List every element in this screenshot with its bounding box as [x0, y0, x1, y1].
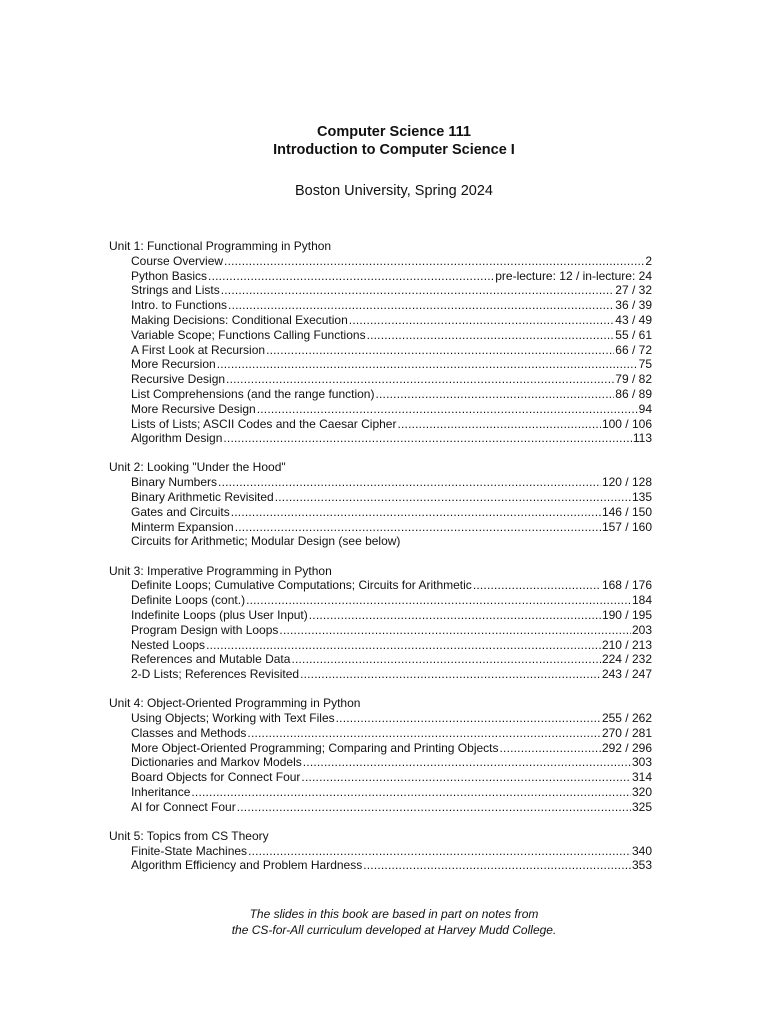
toc-entry	[131, 755, 652, 770]
toc-entry-pages: 120 / 128	[601, 475, 652, 490]
toc-entry	[131, 357, 652, 372]
dot-leader	[246, 593, 631, 608]
toc-entry	[131, 254, 652, 269]
dot-leader	[218, 475, 601, 490]
toc-entry	[131, 520, 652, 535]
toc-entry-label: Variable Scope; Functions Calling Functions	[131, 327, 366, 342]
toc-entry-label: Classes and Methods	[131, 725, 247, 740]
toc-entry	[131, 800, 652, 815]
toc-entry-pages: 303	[631, 755, 652, 770]
unit-heading: Unit 2: Looking "Under the Hood"	[109, 460, 286, 475]
toc-entry-pages: 353	[631, 858, 652, 873]
toc-entry	[131, 402, 652, 417]
toc-entry	[131, 785, 652, 800]
toc-entry	[131, 505, 652, 520]
toc-entry-label: More Recursive Design	[131, 401, 256, 416]
dot-leader	[247, 726, 601, 741]
toc-entry	[131, 387, 652, 402]
toc-entry-label: 2-D Lists; References Revisited	[131, 667, 300, 682]
toc-entry-pages: 325	[631, 799, 652, 814]
toc-entry-pages: 190 / 195	[601, 607, 652, 622]
toc-entry-pages: 94	[638, 401, 652, 416]
dot-leader	[301, 770, 631, 785]
toc-entry-label: More Object-Oriented Programming; Comparing and Printing Objects	[131, 740, 499, 755]
dot-leader	[397, 417, 600, 432]
toc-entry-label: Nested Loops	[131, 637, 206, 652]
toc-entry-label: Strings and Lists	[131, 283, 220, 298]
toc-entry-pages: 27 / 32	[615, 283, 652, 298]
toc-entry-label: Circuits for Arithmetic; Modular Design (see below)	[131, 534, 401, 549]
toc-entry-pages: 79 / 82	[615, 372, 652, 387]
toc-entry-label: Lists of Lists; ASCII Codes and the Caesar Cipher	[131, 416, 397, 431]
dot-leader	[208, 269, 494, 284]
unit-heading: Unit 5: Topics from CS Theory	[109, 828, 269, 843]
toc-entry-label: Algorithm Efficiency and Problem Hardness	[131, 858, 363, 873]
toc-entry-label: Definite Loops (cont.)	[131, 593, 246, 608]
toc-entry-pages: 184	[631, 593, 652, 608]
dot-leader	[191, 785, 631, 800]
toc-unit	[109, 564, 652, 682]
dot-leader	[500, 741, 601, 756]
toc-entry	[131, 490, 652, 505]
toc-entry-label: Intro. to Functions	[131, 298, 228, 313]
dot-leader	[367, 328, 615, 343]
dot-leader	[228, 298, 614, 313]
toc-entry-label: Minterm Expansion	[131, 519, 234, 534]
unit-heading: Unit 4: Object-Oriented Programming in Python	[109, 696, 361, 711]
toc-entry-label: Definite Loops; Cumulative Computations; Circuits for Arithmetic	[131, 578, 472, 593]
toc-entry-label: Algorithm Design	[131, 431, 223, 446]
toc-entry	[131, 593, 652, 608]
toc-entry	[131, 328, 652, 343]
toc-unit	[109, 239, 652, 446]
toc-entry-pages: 255 / 262	[601, 711, 652, 725]
toc-entry	[131, 269, 652, 284]
course-number: Computer Science 111	[317, 124, 471, 140]
dot-leader	[235, 520, 601, 535]
toc-entry	[131, 667, 652, 682]
toc-entry-pages: 2	[645, 253, 652, 268]
dot-leader	[303, 755, 631, 770]
toc-entry-label: Recursive Design	[131, 372, 226, 387]
toc-entry	[131, 372, 652, 387]
toc-entry-pages: 340	[631, 843, 652, 858]
toc-entry-pages: 43 / 49	[615, 312, 652, 327]
toc-entry-label: Program Design with Loops	[131, 622, 279, 637]
toc-entry-label: Finite-State Machines	[131, 843, 248, 858]
unit-heading: Unit 1: Functional Programming in Python	[109, 239, 332, 253]
dot-leader	[473, 578, 601, 593]
toc-entry-pages: 314	[631, 770, 652, 785]
toc-entry-pages: 270 / 281	[601, 725, 652, 740]
toc-entry-pages: 203	[631, 622, 652, 637]
footnote	[0, 906, 768, 938]
toc-entry-pages: 320	[631, 784, 652, 799]
toc-entry	[131, 578, 652, 593]
toc-unit	[109, 696, 652, 814]
toc-entry-label: Inheritance	[131, 784, 191, 799]
toc-entry-label: Course Overview	[131, 253, 224, 268]
toc-unit	[109, 460, 652, 549]
dot-leader	[291, 652, 601, 667]
toc-entry-pages: 243 / 247	[601, 667, 652, 682]
toc-entry-label: A First Look at Recursion	[131, 342, 266, 357]
dot-leader	[223, 431, 631, 446]
toc-entry	[131, 417, 652, 432]
toc-entry-label: AI for Connect Four	[131, 799, 236, 814]
toc-entry-pages: 66 / 72	[615, 342, 652, 357]
toc-entry-pages: pre-lecture: 12 / in-lecture: 24	[495, 268, 652, 283]
toc-entry-label: Board Objects for Connect Four	[131, 770, 301, 785]
toc-entry-pages: 292 / 296	[601, 740, 652, 755]
toc-unit	[109, 829, 652, 873]
toc-entry-pages: 55 / 61	[615, 327, 652, 342]
toc-entry-label: Dictionaries and Markov Models	[131, 755, 302, 770]
toc-entry	[131, 741, 652, 756]
dot-leader	[217, 357, 638, 372]
dot-leader	[221, 283, 615, 298]
dot-leader	[224, 254, 644, 269]
unit-heading: Unit 3: Imperative Programming in Python	[109, 563, 332, 578]
toc-entry	[131, 431, 652, 446]
toc-entry-label: Python Basics	[131, 268, 208, 283]
toc-entry-pages: 157 / 160	[601, 519, 652, 534]
dot-leader	[257, 402, 638, 417]
toc-entry	[131, 283, 652, 298]
toc-entry	[131, 638, 652, 653]
toc-entry-label: Making Decisions: Conditional Execution	[131, 312, 348, 327]
toc-entry	[131, 652, 652, 667]
footnote-line-2: the CS-for-All curriculum developed at Harvey Mudd College.	[231, 923, 557, 937]
toc-entry	[131, 343, 652, 358]
toc-entry	[131, 475, 652, 490]
toc-entry-pages: 210 / 213	[601, 637, 652, 652]
toc-entry-pages: 168 / 176	[601, 578, 652, 593]
toc-entry-pages: 100 / 106	[601, 416, 652, 431]
dot-leader	[275, 490, 631, 505]
toc-entry-pages: 146 / 150	[601, 504, 652, 519]
dot-leader	[349, 313, 615, 328]
toc-entry-label: Binary Numbers	[131, 475, 218, 490]
dot-leader	[266, 343, 614, 358]
course-title: Introduction to Computer Science I	[273, 142, 515, 158]
toc-entry	[131, 534, 652, 549]
dot-leader	[206, 638, 601, 653]
toc-entry-pages: 224 / 232	[601, 652, 652, 667]
dot-leader	[237, 800, 631, 815]
toc-entry	[131, 313, 652, 328]
toc-entry-pages: 86 / 89	[615, 386, 652, 401]
toc-entry	[131, 608, 652, 623]
table-of-contents	[109, 239, 652, 888]
toc-entry-label: Using Objects; Working with Text Files	[131, 711, 335, 725]
dot-leader	[336, 711, 601, 726]
toc-entry-label: More Recursion	[131, 357, 216, 372]
dot-leader	[279, 623, 631, 638]
footnote-line-1: The slides in this book are based in part on notes from	[249, 907, 539, 921]
toc-entry-label: References and Mutable Data	[131, 652, 291, 667]
toc-entry-pages: 36 / 39	[615, 298, 652, 313]
toc-entry	[131, 844, 652, 859]
dot-leader	[375, 387, 614, 402]
toc-entry	[131, 711, 652, 726]
dot-leader	[231, 505, 601, 520]
dot-leader	[248, 844, 631, 859]
dot-leader	[309, 608, 601, 623]
toc-entry	[131, 726, 652, 741]
toc-entry	[131, 858, 652, 873]
dot-leader	[363, 858, 631, 873]
institution-term: Boston University, Spring 2024	[294, 183, 493, 199]
toc-entry-label: Binary Arithmetic Revisited	[131, 490, 274, 505]
toc-entry-label: List Comprehensions (and the range function)	[131, 386, 375, 401]
dot-leader	[226, 372, 614, 387]
toc-entry-label: Indefinite Loops (plus User Input)	[131, 607, 308, 622]
toc-entry-pages: 135	[631, 490, 652, 505]
toc-entry	[131, 298, 652, 313]
toc-entry-pages: 75	[638, 357, 652, 372]
toc-entry-label: Gates and Circuits	[131, 504, 230, 519]
toc-entry-pages: 113	[632, 431, 652, 446]
toc-entry	[131, 623, 652, 638]
document-header	[0, 123, 768, 200]
dot-leader	[300, 667, 601, 682]
toc-entry	[131, 770, 652, 785]
